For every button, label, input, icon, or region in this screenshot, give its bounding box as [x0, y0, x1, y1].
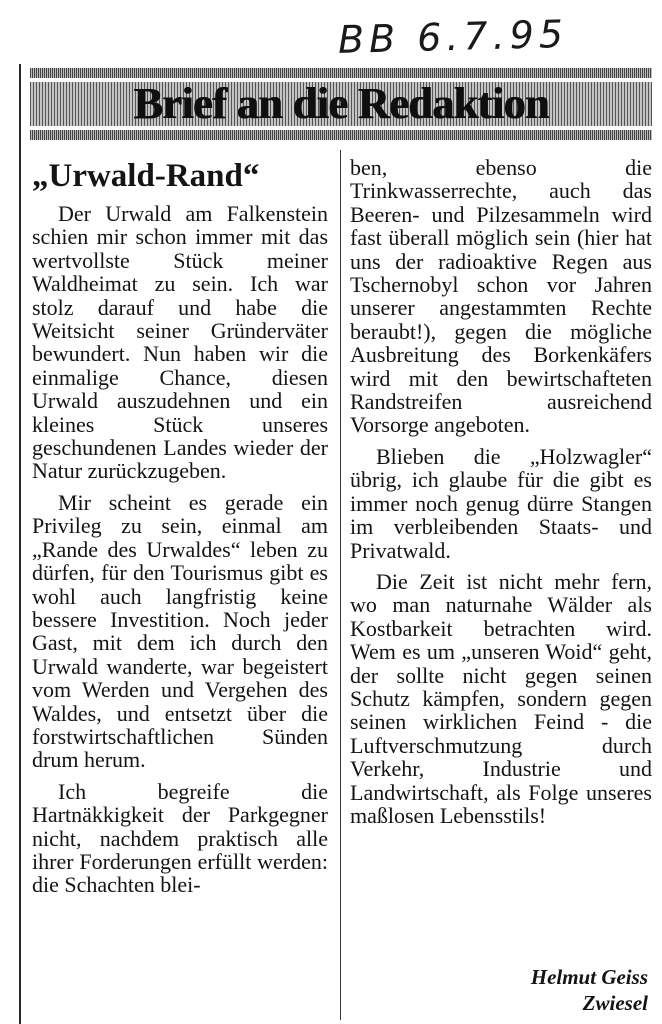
- letter-paragraph-3-continued: ben, ebenso die Trinkwasserrechte, auch das Beeren- und Pilzesammeln wird fast überall möglich sein (hier hat uns der radioaktive Regen aus Tschernobyl schon vor Jahren unserer angestammten Rechte beraubt!), gegen die mögliche Ausbreitung des Borkenkäfers wird mit den bewirtschafteten Randstreifen ausreichend Vorsorge angeboten.: [350, 155, 652, 438]
- banner-title: Brief an die Redaktion: [133, 79, 549, 128]
- letter-paragraph-4: Blieben die „Holzwagler“ übrig, ich glaube für die gibt es immer noch genug dürre Stangen im verbleibenden Staats- und Privatwald.: [350, 443, 652, 563]
- banner-stripe-bottom: [30, 130, 652, 140]
- letter-paragraph-2: Mir scheint es gerade ein Privileg zu sein, einmal am „Rande des Urwaldes“ leben zu dürfen, für den Tourismus gibt es wohl auch langfristig keine bessere Investition. Noch jeder Gast, mit dem ich durch den Urwald wanderte, war begeistert vom Werden und Vergehen des Waldes, und entsetzt über die forstwirtschaftlichen Sünden drum herum.: [32, 489, 328, 773]
- author-name: Helmut Geiss: [530, 965, 648, 989]
- letter-paragraph-3-start: Ich begreife die Hartnäkkigkeit der Parkgegner nicht, nachdem praktisch alle ihrer Forderungen erfüllt werden: die Schachten blei-: [32, 778, 328, 898]
- section-banner: [30, 68, 652, 142]
- handwritten-date-note: BB 6.7.95: [337, 11, 569, 62]
- left-border-rule: [19, 64, 21, 1024]
- banner-stripe-top: [30, 68, 652, 78]
- letter-paragraph-1: Der Urwald am Falkenstein schien mir schon immer mit das wertvollste Stück meiner Waldheimat zu sein. Ich war stolz darauf und habe die Weitsicht seiner Gründerväter bewundert. Nun haben wir die einmalige Chance, diesen Urwald auszudehnen und ein kleines Stück unseres geschundenen Landes wieder der Natur zurückzugeben.: [32, 201, 328, 484]
- letter-headline: „Urwald-Rand“: [32, 158, 260, 194]
- right-column: [350, 156, 652, 835]
- author-location: Zwiesel: [582, 991, 648, 1015]
- column-divider: [340, 150, 341, 1020]
- left-column: [32, 150, 328, 905]
- signature-block: [531, 964, 648, 1016]
- letter-paragraph-5: Die Zeit ist nicht mehr fern, wo man naturnahe Wälder als Kostbarkeit betrachten wird. Wem es um „unseren Woid“ geht, der sollte nicht gegen seinen Schutz kämpfen, sondern gegen seinen wirklichen Feind - die Luftverschmutzung durch Verkehr, Industrie und Landwirtschaft, als Folge unseres maßlosen Lebensstils!: [350, 568, 652, 828]
